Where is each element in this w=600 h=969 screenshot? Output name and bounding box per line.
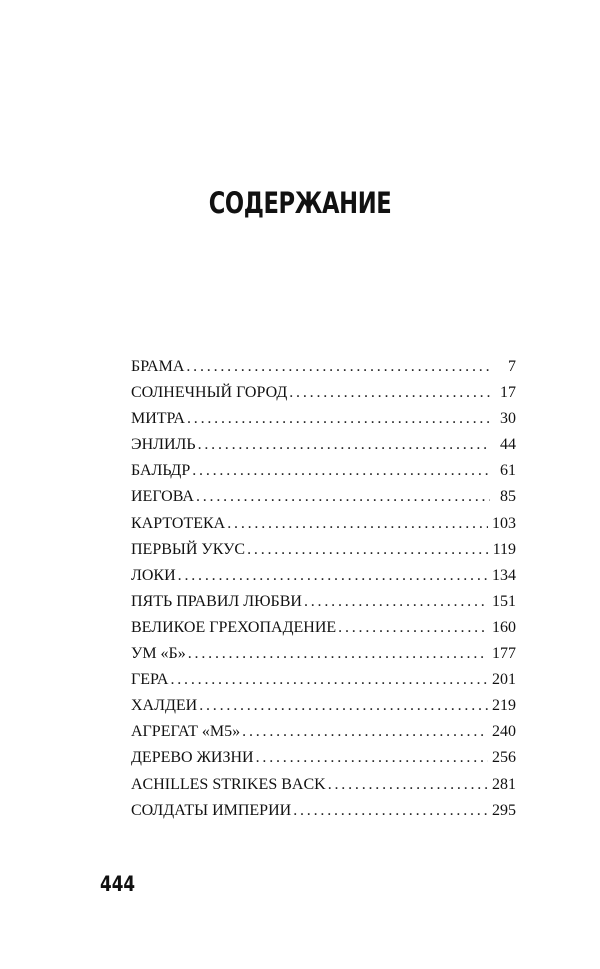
dot-leader [242, 723, 488, 741]
toc-entry [131, 462, 516, 488]
toc-entry-title: ЭНЛИЛЬ [131, 436, 196, 454]
toc-entry-page: 219 [492, 697, 516, 715]
toc-entry-title: ДЕРЕВО ЖИЗНИ [131, 749, 254, 767]
toc-entry [131, 645, 516, 671]
dot-leader [187, 410, 490, 428]
toc-entry [131, 515, 516, 541]
toc-entry-title: МИТРА [131, 410, 185, 428]
dot-leader [256, 749, 488, 767]
dot-leader [199, 697, 488, 715]
toc-entry-title: АГРЕГАТ «М5» [131, 723, 241, 741]
toc-entry-title: ПЯТЬ ПРАВИЛ ЛЮБВИ [131, 592, 302, 610]
dot-leader [304, 593, 488, 611]
toc-entry [131, 541, 516, 567]
toc-entry-title: ACHILLES STRIKES BACK [131, 775, 326, 793]
dot-leader [289, 384, 490, 402]
toc-entry-title: ГЕРА [131, 671, 169, 689]
dot-leader [247, 541, 489, 559]
toc-entry-page: 119 [492, 540, 516, 558]
dot-leader [188, 645, 488, 663]
dot-leader [338, 619, 488, 637]
toc-entry-title: ЛОКИ [131, 566, 176, 584]
page-number: 444 [100, 872, 136, 896]
toc-entry-page: 17 [500, 384, 516, 402]
toc-entry [131, 436, 516, 462]
toc-entry-page: 151 [492, 592, 516, 610]
dot-leader [198, 436, 490, 454]
table-of-contents [131, 358, 516, 828]
toc-entry [131, 488, 516, 514]
dot-leader [328, 776, 488, 794]
toc-entry-title: УМ «Б» [131, 645, 186, 663]
toc-entry-page: 134 [492, 566, 516, 584]
dot-leader [178, 567, 488, 585]
toc-entry-title: СОЛНЕЧНЫЙ ГОРОД [131, 384, 288, 402]
toc-entry [131, 749, 516, 775]
toc-entry [131, 410, 516, 436]
toc-entry-title: СОЛДАТЫ ИМПЕРИИ [131, 801, 292, 819]
toc-entry-page: 85 [500, 488, 516, 506]
dot-leader [192, 462, 490, 480]
toc-entry [131, 697, 516, 723]
dot-leader [170, 671, 488, 689]
toc-entry-title: ВЕЛИКОЕ ГРЕХОПАДЕНИЕ [131, 618, 337, 636]
toc-entry [131, 384, 516, 410]
toc-entry-page: 240 [492, 723, 516, 741]
toc-entry [131, 358, 516, 384]
toc-entry-page: 201 [492, 671, 516, 689]
toc-entry-page: 295 [492, 801, 516, 819]
toc-entry-page: 7 [508, 358, 516, 375]
toc-entry-title: БРАМА [131, 358, 185, 375]
toc-entry-title: ИЕГОВА [131, 488, 194, 506]
toc-entry-title: КАРТОТЕКА [131, 514, 226, 532]
dot-leader [196, 488, 490, 506]
toc-entry [131, 619, 516, 645]
toc-entry [131, 671, 516, 697]
toc-entry [131, 723, 516, 749]
toc-entry-page: 103 [492, 514, 516, 532]
toc-entry [131, 567, 516, 593]
toc-entry [131, 593, 516, 619]
dot-leader [227, 515, 488, 533]
toc-entry-title: ПЕРВЫЙ УКУС [131, 540, 246, 558]
toc-entry-page: 30 [500, 410, 516, 428]
toc-entry [131, 802, 516, 828]
dot-leader [186, 358, 490, 376]
toc-entry-page: 44 [500, 436, 516, 454]
toc-entry [131, 776, 516, 802]
toc-entry-title: БАЛЬДР [131, 462, 191, 480]
toc-entry-page: 160 [492, 618, 516, 636]
toc-entry-title: ХАЛДЕИ [131, 697, 198, 715]
page-title: СОДЕРЖАНИЕ [208, 186, 392, 220]
toc-entry-page: 281 [492, 775, 516, 793]
toc-entry-page: 256 [492, 749, 516, 767]
toc-entry-page: 177 [492, 645, 516, 663]
toc-entry-page: 61 [500, 462, 516, 480]
dot-leader [293, 802, 488, 820]
